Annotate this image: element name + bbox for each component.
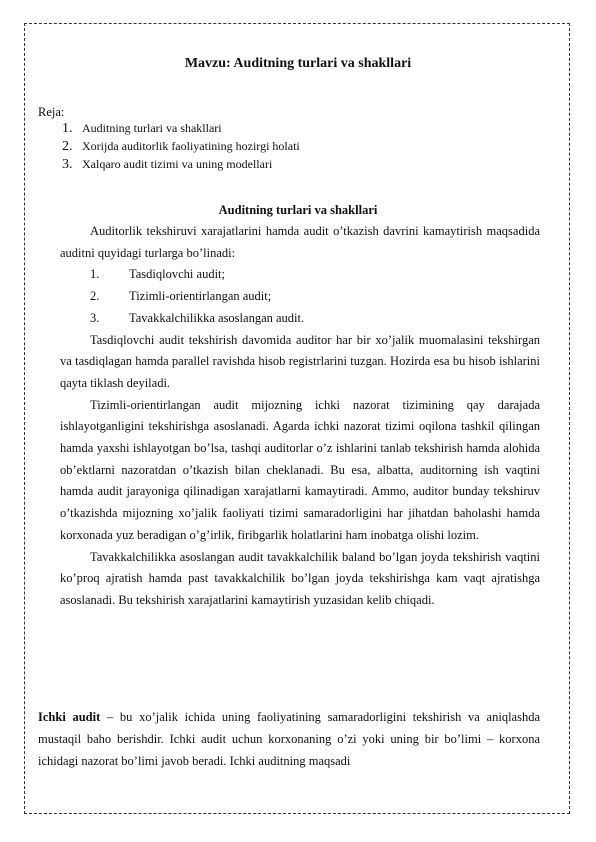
plan-item-text: Auditning turlari va shakllari xyxy=(82,121,222,135)
audit-type-number: 2. xyxy=(90,289,100,304)
audit-type-text: Tavakkalchilikka asoslangan audit. xyxy=(129,310,305,325)
plan-item-number: 1. xyxy=(62,121,73,136)
risk-audit-paragraph: Tavakkalchilikka asoslangan audit tavakkalchilik baland bo’lgan joyda tekshirish vaqtini ko’proq ajratish hamda past tavakkalchilik bo’lgan joyda tekshirishga kam vaqt ajratishga asoslanadi. Bu tekshirish xarajatlarini kamaytirish yuzasidan kelib chiqadi. xyxy=(60,549,540,607)
audit-type-text: Tizimli-orientirlangan audit; xyxy=(129,289,272,304)
plan-item-text: Xalqaro audit tizimi va uning modellari xyxy=(82,157,273,171)
audit-type-item xyxy=(60,286,540,308)
plan-item-number: 3. xyxy=(62,157,73,172)
confirming-audit-paragraph: Tasdiqlovchi audit tekshirish davomida auditor har bir xo’jalik muomalasini tekshirgan va tasdiqlagan hamda parallel ravishda hisob registrlarini tuzgan. Hozirda esa bu hisob ishlarini qayta tiklash deyiladi. xyxy=(60,332,540,390)
plan-heading: Reja: xyxy=(38,105,65,119)
audit-type-item xyxy=(60,264,540,286)
section-title: Auditning turlari va shakllari xyxy=(218,203,378,217)
audit-type-number: 3. xyxy=(90,310,100,325)
plan-item-text: Xorijda auditorlik faoliyatining hozirgi holati xyxy=(82,139,300,153)
plan-item xyxy=(62,119,300,137)
section-body xyxy=(60,221,540,612)
intro-paragraph: Auditorlik tekshiruvi xarajatlarini hamda audit o’tkazish davrini kamaytirish maqsadida auditni quyidagi turlarga bo’linadi: xyxy=(60,224,540,260)
page-title: Mavzu: Auditning turlari va shakllari xyxy=(184,56,412,71)
plan-list xyxy=(62,119,300,173)
plan-item-number: 2. xyxy=(62,139,73,154)
audit-type-text: Tasdiqlovchi audit; xyxy=(129,267,225,282)
audit-type-item xyxy=(60,308,540,330)
plan-item xyxy=(62,155,300,173)
internal-audit-term: Ichki audit xyxy=(38,710,101,724)
internal-audit-definition: – bu xo’jalik ichida uning faoliyatining samaradorligini tekshirish va aniqlashda mustaqil baho berishdir. Ichki audit uchun korxonaning o’zi yoki uning bir bo’limi – korxona ichidagi nazorat bo’limi javob beradi. Ichki auditning maqsadi xyxy=(38,710,540,768)
audit-types-list xyxy=(60,264,540,329)
plan-item xyxy=(62,137,300,155)
system-audit-paragraph: Tizimli-orientirlangan audit mijozning ichki nazorat tizimining qay darajada ishlayotganligini tekshirishga asoslanadi. Agarda ichki nazorat tizimi oqilona tashkil qilingan hamda yaxshi ishlayotgan bo’lsa, tashqi auditorlar o’z ishlarini tanlab tekshirish hamda alohida ob’ektlarni nazoratdan o’tkazish bilan cheklanadi. Bu esa, albatta, auditorning ish vaqtini hamda audit jarayoniga qilinadigan xarajatlarni kamaytiradi. Ammo, auditor bunday tekshiruv o’tkazishda mijozning xo’jalik faoliyati tizimi samaradorligini har jihatdan baholashi hamda korxonada yuz beradigan o’g’irlik, firibgarlik holatlarini ham inobatga olishi lozim. xyxy=(60,397,540,542)
internal-audit-paragraph xyxy=(38,706,540,772)
audit-type-number: 1. xyxy=(90,267,100,282)
